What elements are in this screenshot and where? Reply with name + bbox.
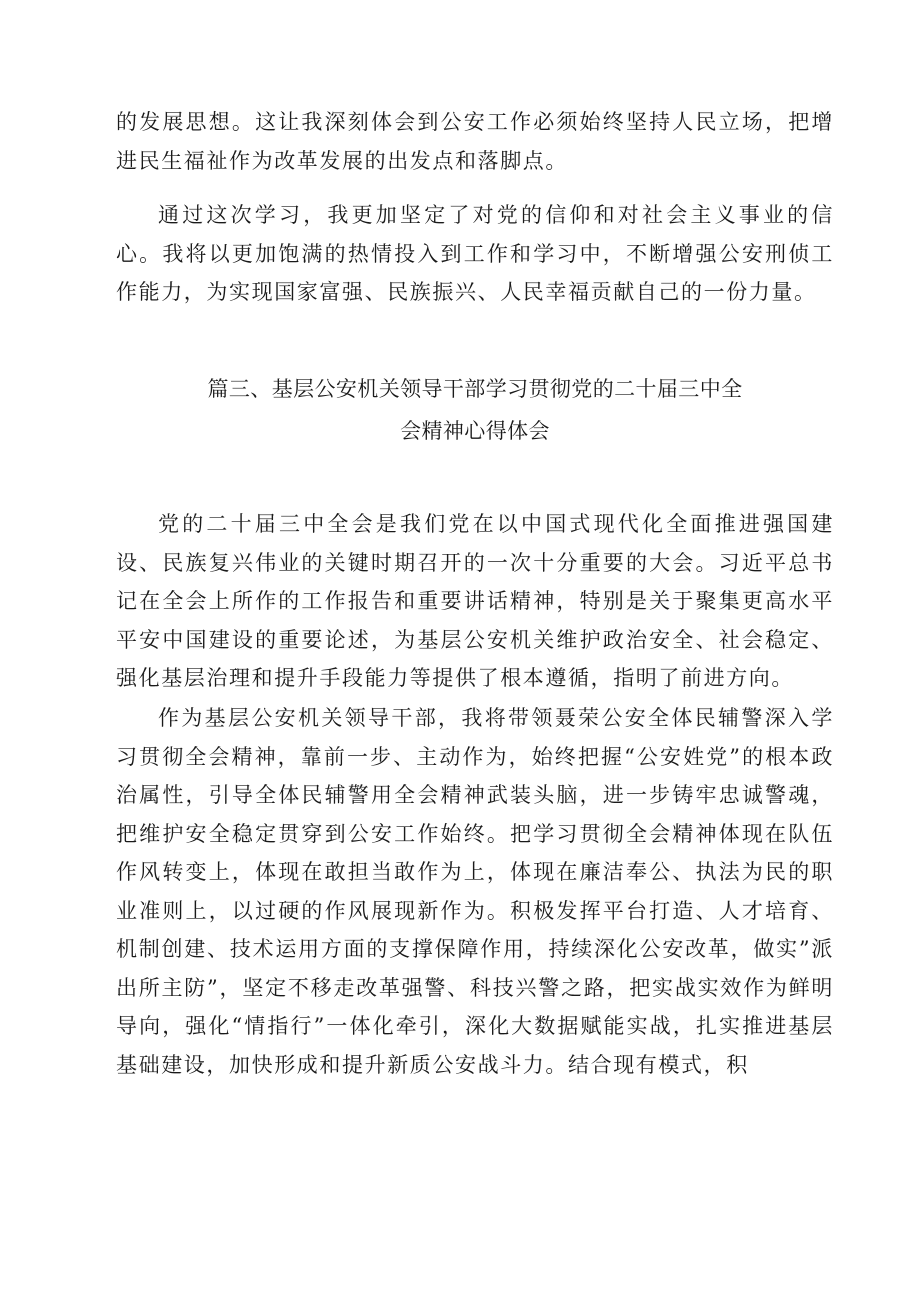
body-paragraph-study-conclusion: 通过这次学习，我更加坚定了对党的信仰和对社会主义事业的信心。我将以更加饱满的热情投入到工作和学习中，不断增强公安刑侦工作能力，为实现国家富强、民族振兴、人民幸福贡献自己的一份力量。 xyxy=(116,203,834,304)
section-heading xyxy=(116,368,834,452)
body-paragraph-leadership-plan: 作为基层公安机关领导干部，我将带领聂荣公安全体民辅警深入学习贯彻全会精神，靠前一步、主动作为，始终把握“公安姓党”的根本政治属性，引导全体民辅警用全会精神武装头脑，进一步铸牢忠诚警魂，把维护安全稳定贯穿到公安工作始终。把学习贯彻全会精神体现在队伍作风转变上，体现在敢担当敢作为上，体现在廉洁奉公、执法为民的职业准则上，以过硬的作风展现新作为。积极发挥平台打造、人才培育、机制创建、技术运用方面的支撑保障作用，持续深化公安改革，做实”派出所主防”，坚定不移走改革强警、科技兴警之路，把实战实效作为鲜明导向，强化“情指行”一体化牵引，深化大数据赋能实战，扎实推进基层基础建设，加快形成和提升新质公安战斗力。结合现有模式，积 xyxy=(116,706,834,1077)
section-heading-line-1: 篇三、基层公安机关领导干部学习贯彻党的二十届三中全 xyxy=(207,377,743,401)
section-heading-line-2: 会精神心得体会 xyxy=(400,419,550,443)
body-paragraph-plenum-intro: 党的二十届三中全会是我们党在以中国式现代化全面推进强国建设、民族复兴伟业的关键时期召开的一次十分重要的大会。习近平总书记在全会上所作的工作报告和重要讲话精神，特别是关于聚集更高水平平安中国建设的重要论述，为基层公安机关维护政治安全、社会稳定、强化基层治理和提升手段能力等提供了根本遵循，指明了前进方向。 xyxy=(116,512,834,690)
body-paragraph-continuation: 的发展思想。这让我深刻体会到公安工作必须始终坚持人民立场，把增进民生福祉作为改革发展的出发点和落脚点。 xyxy=(116,110,834,173)
